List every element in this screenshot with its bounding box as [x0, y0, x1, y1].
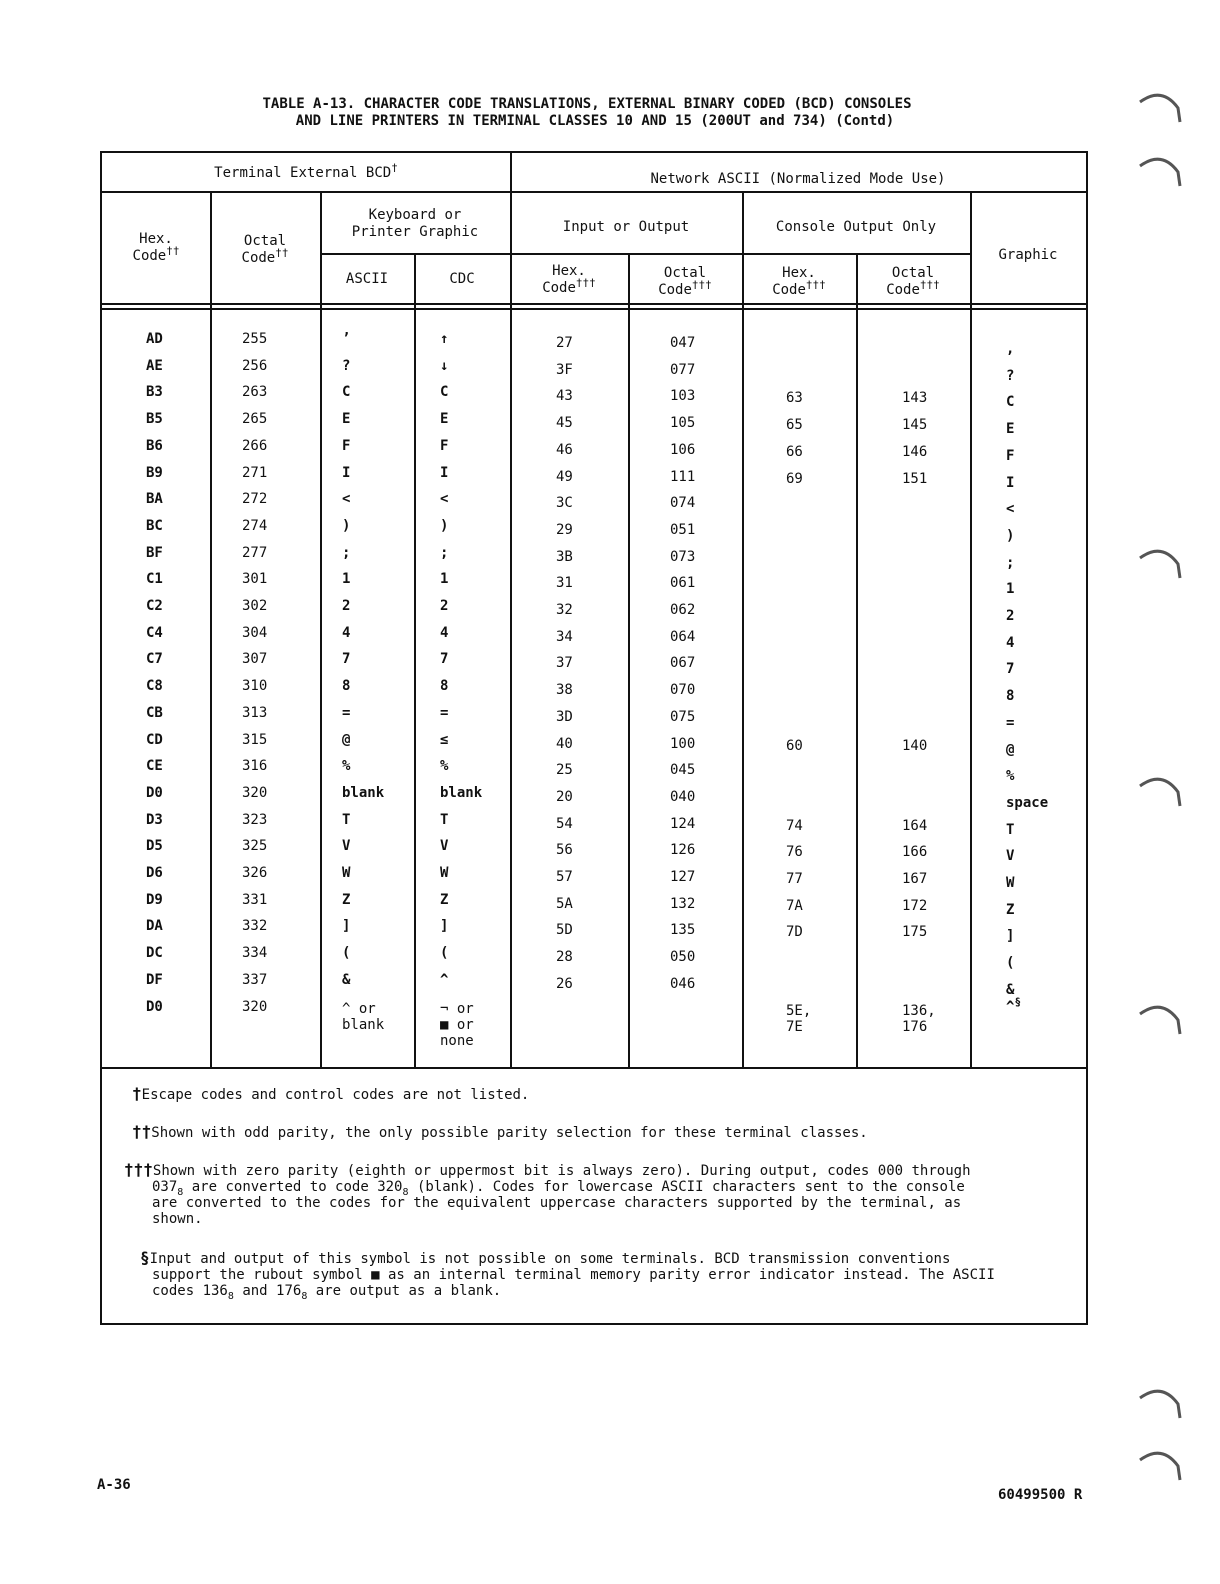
binder-hole-mark — [1138, 1446, 1184, 1482]
cell-cdc: 7 — [440, 651, 449, 668]
cell-hex: D0 — [146, 999, 163, 1015]
cell-co-hex: 66 — [786, 443, 803, 460]
cell-io-hex: 3C — [556, 495, 573, 512]
footnote-4: §Input and output of this symbol is not possible on some terminals. BCD transmission conventions support the rubout symbol ■ as an internal terminal memory parity error indicator instead. The ASCII codes $136_8$ and $176_8$ are output as a blank. — [140, 1248, 995, 1302]
cell-cdc: blank — [440, 784, 483, 801]
cell-graphic: 8 — [1006, 688, 1015, 705]
col-rule-1 — [210, 191, 212, 1067]
cell-octal: 326 — [242, 865, 268, 881]
cell-graphic: V — [1006, 848, 1015, 865]
header-octal-code: Octal Code†† — [241, 233, 289, 266]
cell-cdc: W — [440, 865, 449, 881]
cell-cdc: = — [440, 704, 449, 721]
footnote-3: †††Shown with zero parity (eighth or uppermost bit is always zero). During output, codes 000 through $037_8$ are converted to code $320_8$ (blank). Codes for lowercase ASCII characters sent to the console are converted to the codes for the equivalent uppercase characters supported by the terminal, as shown. — [124, 1160, 971, 1227]
cell-ascii: blank — [342, 784, 385, 801]
cell-graphic: ( — [1006, 955, 1015, 972]
cell-octal: 265 — [242, 411, 268, 428]
cell-io-octal: 126 — [670, 842, 696, 859]
cell-io-hex: 37 — [556, 655, 573, 672]
cell-hex: D0 — [146, 784, 163, 801]
cell-io-octal: 047 — [670, 335, 696, 351]
cell-graphic: ] — [1006, 928, 1015, 945]
cell-hex: C7 — [146, 651, 163, 668]
rule-header-top — [102, 191, 1086, 193]
cell-hex: B5 — [146, 411, 163, 428]
cell-co-hex: 60 — [786, 737, 803, 754]
cell-ascii: < — [342, 491, 351, 508]
cell-co-hex: 63 — [786, 390, 803, 407]
cell-octal: 304 — [242, 624, 268, 641]
cell-ascii: @ — [342, 731, 351, 748]
cell-cdc: 4 — [440, 624, 449, 641]
cell-io-hex: 20 — [556, 788, 573, 805]
cell-io-octal: 124 — [670, 815, 696, 832]
cell-ascii: ) — [342, 517, 351, 534]
cell-octal: 332 — [242, 918, 268, 935]
cell-hex: B9 — [146, 464, 163, 481]
cell-io-octal: 075 — [670, 708, 696, 725]
cell-io-octal: 077 — [670, 361, 696, 378]
cell-octal: 302 — [242, 598, 268, 614]
header-io-octal: Octal Code††† — [658, 265, 712, 298]
cell-co-octal: 166 — [902, 844, 928, 861]
cell-octal: 307 — [242, 651, 268, 668]
cell-cdc: ; — [440, 544, 449, 561]
cell-hex: C1 — [146, 571, 163, 588]
cell-co-hex: 65 — [786, 417, 803, 434]
cell-ascii: Z — [342, 891, 351, 908]
cell-hex: C4 — [146, 624, 163, 641]
cell-ascii: F — [342, 437, 351, 454]
cell-io-octal: 064 — [670, 628, 696, 645]
cell-io-hex: 25 — [556, 762, 573, 779]
cell-hex: DA — [146, 918, 163, 935]
cell-graphic: T — [1006, 821, 1015, 838]
cell-io-octal: 040 — [670, 788, 696, 805]
cell-co-hex: 76 — [786, 844, 803, 861]
cell-ascii: % — [342, 758, 351, 775]
header-console-output: Console Output Only — [775, 219, 937, 235]
cell-octal: 310 — [242, 678, 268, 695]
cell-co-octal: 143 — [902, 390, 928, 407]
cell-graphic: 4 — [1006, 634, 1015, 651]
cell-octal: 316 — [242, 758, 268, 775]
cell-graphic: @ — [1006, 741, 1015, 758]
cell-ascii: = — [342, 704, 351, 721]
cell-graphic: 1 — [1006, 581, 1015, 598]
page-number: A-36 — [97, 1477, 131, 1493]
binder-hole-mark — [1138, 152, 1184, 188]
binder-hole-mark — [1138, 1000, 1184, 1036]
cell-cdc: E — [440, 411, 449, 428]
cell-io-octal: 070 — [670, 682, 696, 699]
cell-hex: CD — [146, 731, 163, 748]
cell-io-octal: 067 — [670, 655, 696, 672]
cell-io-hex: 49 — [556, 468, 573, 485]
cell-io-hex: 29 — [556, 521, 573, 538]
cell-graphic: ) — [1006, 527, 1015, 544]
cell-io-hex: 5A — [556, 895, 573, 912]
cell-octal: 331 — [242, 891, 268, 908]
header-hex-code: Hex. Code†† — [132, 231, 180, 264]
cell-ascii: ’ — [342, 331, 351, 347]
col-rule-6 — [742, 191, 744, 1067]
code-translation-table — [100, 151, 1088, 1325]
cell-io-octal: 127 — [670, 869, 696, 885]
cell-io-hex: 3B — [556, 548, 573, 565]
cell-cdc: ] — [440, 918, 449, 935]
col-rule-8 — [970, 191, 972, 1067]
cell-graphic: W — [1006, 875, 1015, 891]
cell-ascii: ] — [342, 918, 351, 935]
cell-io-hex: 54 — [556, 815, 573, 832]
header-co-hex: Hex. Code††† — [772, 265, 826, 298]
cell-octal: 337 — [242, 971, 268, 988]
rule-subheader — [320, 253, 970, 255]
cell-hex: D9 — [146, 891, 163, 908]
cell-cdc: ( — [440, 945, 449, 962]
cell-cdc: F — [440, 437, 449, 454]
cell-io-hex: 3D — [556, 708, 573, 725]
cell-io-hex: 5D — [556, 922, 573, 939]
cell-io-hex: 38 — [556, 682, 573, 699]
table-title-line-1: TABLE A-13. CHARACTER CODE TRANSLATIONS, EXTERNAL BINARY CODED (BCD) CONSOLES — [262, 96, 912, 112]
cell-octal: 256 — [242, 357, 268, 374]
header-cdc: CDC — [449, 271, 475, 287]
cell-co-octal: 167 — [902, 871, 928, 887]
cell-ascii: T — [342, 811, 351, 828]
cell-co-octal: 146 — [902, 443, 928, 460]
col-rule-2 — [320, 191, 322, 1067]
footnote-2: ††Shown with odd parity, the only possible parity selection for these terminal classes. — [132, 1122, 868, 1141]
header-input-output: Input or Output — [562, 219, 690, 235]
header-ascii: ASCII — [345, 271, 389, 287]
cell-hex: DF — [146, 971, 163, 988]
cell-ascii: 2 — [342, 598, 351, 614]
cell-cdc: Z — [440, 891, 449, 908]
binder-hole-mark — [1138, 88, 1184, 124]
cell-ascii: ? — [342, 357, 351, 374]
cell-co-octal: 151 — [902, 470, 928, 487]
cell-io-octal: 074 — [670, 495, 696, 512]
cell-ascii: C — [342, 384, 351, 401]
cell-graphic: space — [1006, 794, 1049, 811]
cell-io-hex: 31 — [556, 575, 573, 592]
rule-body-bottom — [102, 1067, 1086, 1069]
footnote-1: †Escape codes and control codes are not listed. — [132, 1084, 530, 1103]
document-number: 60499500 R — [998, 1487, 1083, 1503]
cell-co-hex: 69 — [786, 470, 803, 487]
header-network-ascii: Network ASCII (Normalized Mode Use) — [650, 171, 946, 187]
cell-io-hex: 57 — [556, 869, 573, 885]
cell-cdc: T — [440, 811, 449, 828]
cell-graphic: I — [1006, 474, 1015, 491]
cell-graphic: Z — [1006, 901, 1015, 918]
cell-graphic: F — [1006, 447, 1015, 464]
cell-octal: 263 — [242, 384, 268, 401]
cell-hex: D3 — [146, 811, 163, 828]
cell-hex: BA — [146, 491, 163, 508]
cell-hex: D6 — [146, 865, 163, 881]
cell-co-octal: 136, 176 — [902, 1003, 936, 1035]
cell-io-hex: 26 — [556, 975, 573, 992]
cell-hex: CE — [146, 758, 163, 775]
cell-graphic: < — [1006, 501, 1015, 518]
cell-io-hex: 40 — [556, 735, 573, 752]
cell-cdc: < — [440, 491, 449, 508]
cell-hex: B6 — [146, 437, 163, 454]
binder-hole-mark — [1138, 772, 1184, 808]
cell-co-hex: 7D — [786, 924, 803, 941]
cell-co-octal: 140 — [902, 737, 928, 754]
cell-cdc: ↑ — [440, 331, 449, 347]
binder-hole-mark — [1138, 1384, 1184, 1420]
cell-graphic: 2 — [1006, 608, 1015, 624]
cell-ascii: E — [342, 411, 351, 428]
cell-co-hex: 77 — [786, 871, 803, 887]
cell-octal: 334 — [242, 945, 268, 962]
cell-ascii: 7 — [342, 651, 351, 668]
cell-graphic: E — [1006, 421, 1015, 438]
cell-hex: DC — [146, 945, 163, 962]
cell-co-octal: 145 — [902, 417, 928, 434]
cell-octal: 255 — [242, 331, 268, 347]
cell-hex: BF — [146, 544, 163, 561]
cell-io-octal: 100 — [670, 735, 696, 752]
cell-io-hex: 43 — [556, 388, 573, 405]
cell-hex: B3 — [146, 384, 163, 401]
cell-octal: 320 — [242, 784, 268, 801]
cell-ascii: 4 — [342, 624, 351, 641]
cell-hex: D5 — [146, 838, 163, 855]
cell-co-octal: 172 — [902, 897, 928, 914]
col-rule-7 — [856, 253, 858, 1067]
cell-hex: C8 — [146, 678, 163, 695]
cell-graphic: = — [1006, 714, 1015, 731]
cell-io-octal: 103 — [670, 388, 696, 405]
cell-octal: 271 — [242, 464, 268, 481]
cell-io-octal: 132 — [670, 895, 696, 912]
cell-graphic: ^§ — [1006, 995, 1022, 1015]
header-graphic: Graphic — [998, 247, 1058, 263]
cell-graphic: 7 — [1006, 661, 1015, 678]
cell-cdc: ^ — [440, 971, 449, 988]
header-io-hex: Hex. Code††† — [542, 263, 596, 296]
cell-ascii: 1 — [342, 571, 351, 588]
cell-io-hex: 46 — [556, 441, 573, 458]
cell-graphic: % — [1006, 768, 1015, 785]
cell-cdc: 1 — [440, 571, 449, 588]
cell-cdc: ¬ or ■ or none — [440, 1001, 474, 1049]
cell-octal: 274 — [242, 517, 268, 534]
cell-octal: 313 — [242, 704, 268, 721]
cell-cdc: ≤ — [440, 731, 449, 748]
rule-header-bottom-2 — [102, 308, 1086, 310]
cell-io-octal: 135 — [670, 922, 696, 939]
header-co-octal: Octal Code††† — [886, 265, 940, 298]
cell-hex: AD — [146, 331, 163, 347]
col-rule-3 — [414, 253, 416, 1067]
cell-io-octal: 051 — [670, 521, 696, 538]
cell-graphic: ; — [1006, 554, 1015, 571]
cell-cdc: ↓ — [440, 357, 449, 374]
header-terminal-bcd: Terminal External BCD† — [214, 161, 398, 181]
cell-graphic: C — [1006, 394, 1015, 411]
table-title — [0, 96, 1220, 130]
cell-ascii: ; — [342, 544, 351, 561]
cell-octal: 323 — [242, 811, 268, 828]
cell-io-octal: 061 — [670, 575, 696, 592]
cell-io-octal: 106 — [670, 441, 696, 458]
cell-octal: 272 — [242, 491, 268, 508]
cell-co-hex: 74 — [786, 817, 803, 834]
cell-cdc: 2 — [440, 598, 449, 614]
header-keyboard-printer-graphic: Keyboard or Printer Graphic — [351, 207, 479, 240]
cell-octal: 320 — [242, 999, 268, 1015]
cell-cdc: ) — [440, 517, 449, 534]
cell-io-hex: 3F — [556, 361, 573, 378]
cell-io-octal: 105 — [670, 415, 696, 432]
cell-ascii: ^ or blank — [342, 1001, 385, 1033]
cell-ascii: W — [342, 865, 351, 881]
cell-co-octal: 175 — [902, 924, 928, 941]
cell-cdc: V — [440, 838, 449, 855]
cell-ascii: ( — [342, 945, 351, 962]
cell-io-octal: 111 — [670, 468, 696, 485]
cell-io-hex: 28 — [556, 949, 573, 966]
cell-cdc: 8 — [440, 678, 449, 695]
cell-hex: BC — [146, 517, 163, 534]
cell-io-hex: 27 — [556, 335, 573, 351]
cell-ascii: I — [342, 464, 351, 481]
cell-octal: 266 — [242, 437, 268, 454]
cell-ascii: V — [342, 838, 351, 855]
cell-io-hex: 45 — [556, 415, 573, 432]
cell-graphic: & — [1006, 981, 1015, 998]
cell-hex: CB — [146, 704, 163, 721]
cell-octal: 277 — [242, 544, 268, 561]
cell-ascii: 8 — [342, 678, 351, 695]
cell-io-octal: 073 — [670, 548, 696, 565]
col-rule-5 — [628, 253, 630, 1067]
cell-io-hex: 34 — [556, 628, 573, 645]
cell-io-octal: 046 — [670, 975, 696, 992]
binder-hole-mark — [1138, 544, 1184, 580]
cell-graphic: ? — [1006, 367, 1015, 384]
cell-octal: 301 — [242, 571, 268, 588]
cell-io-octal: 045 — [670, 762, 696, 779]
table-title-line-2: AND LINE PRINTERS IN TERMINAL CLASSES 10 AND 15 (200UT and 734) (Contd) — [295, 113, 895, 129]
cell-octal: 315 — [242, 731, 268, 748]
cell-ascii: & — [342, 971, 351, 988]
cell-graphic: , — [1006, 341, 1015, 357]
cell-co-hex: 7A — [786, 897, 803, 914]
cell-cdc: C — [440, 384, 449, 401]
rule-header-bottom-1 — [102, 303, 1086, 305]
cell-io-octal: 062 — [670, 602, 696, 618]
cell-io-hex: 56 — [556, 842, 573, 859]
cell-cdc: % — [440, 758, 449, 775]
cell-co-octal: 164 — [902, 817, 928, 834]
cell-octal: 325 — [242, 838, 268, 855]
cell-hex: AE — [146, 357, 163, 374]
cell-cdc: I — [440, 464, 449, 481]
cell-co-hex: 5E, 7E — [786, 1003, 812, 1035]
cell-io-octal: 050 — [670, 949, 696, 966]
cell-io-hex: 32 — [556, 602, 573, 618]
cell-hex: C2 — [146, 598, 163, 614]
